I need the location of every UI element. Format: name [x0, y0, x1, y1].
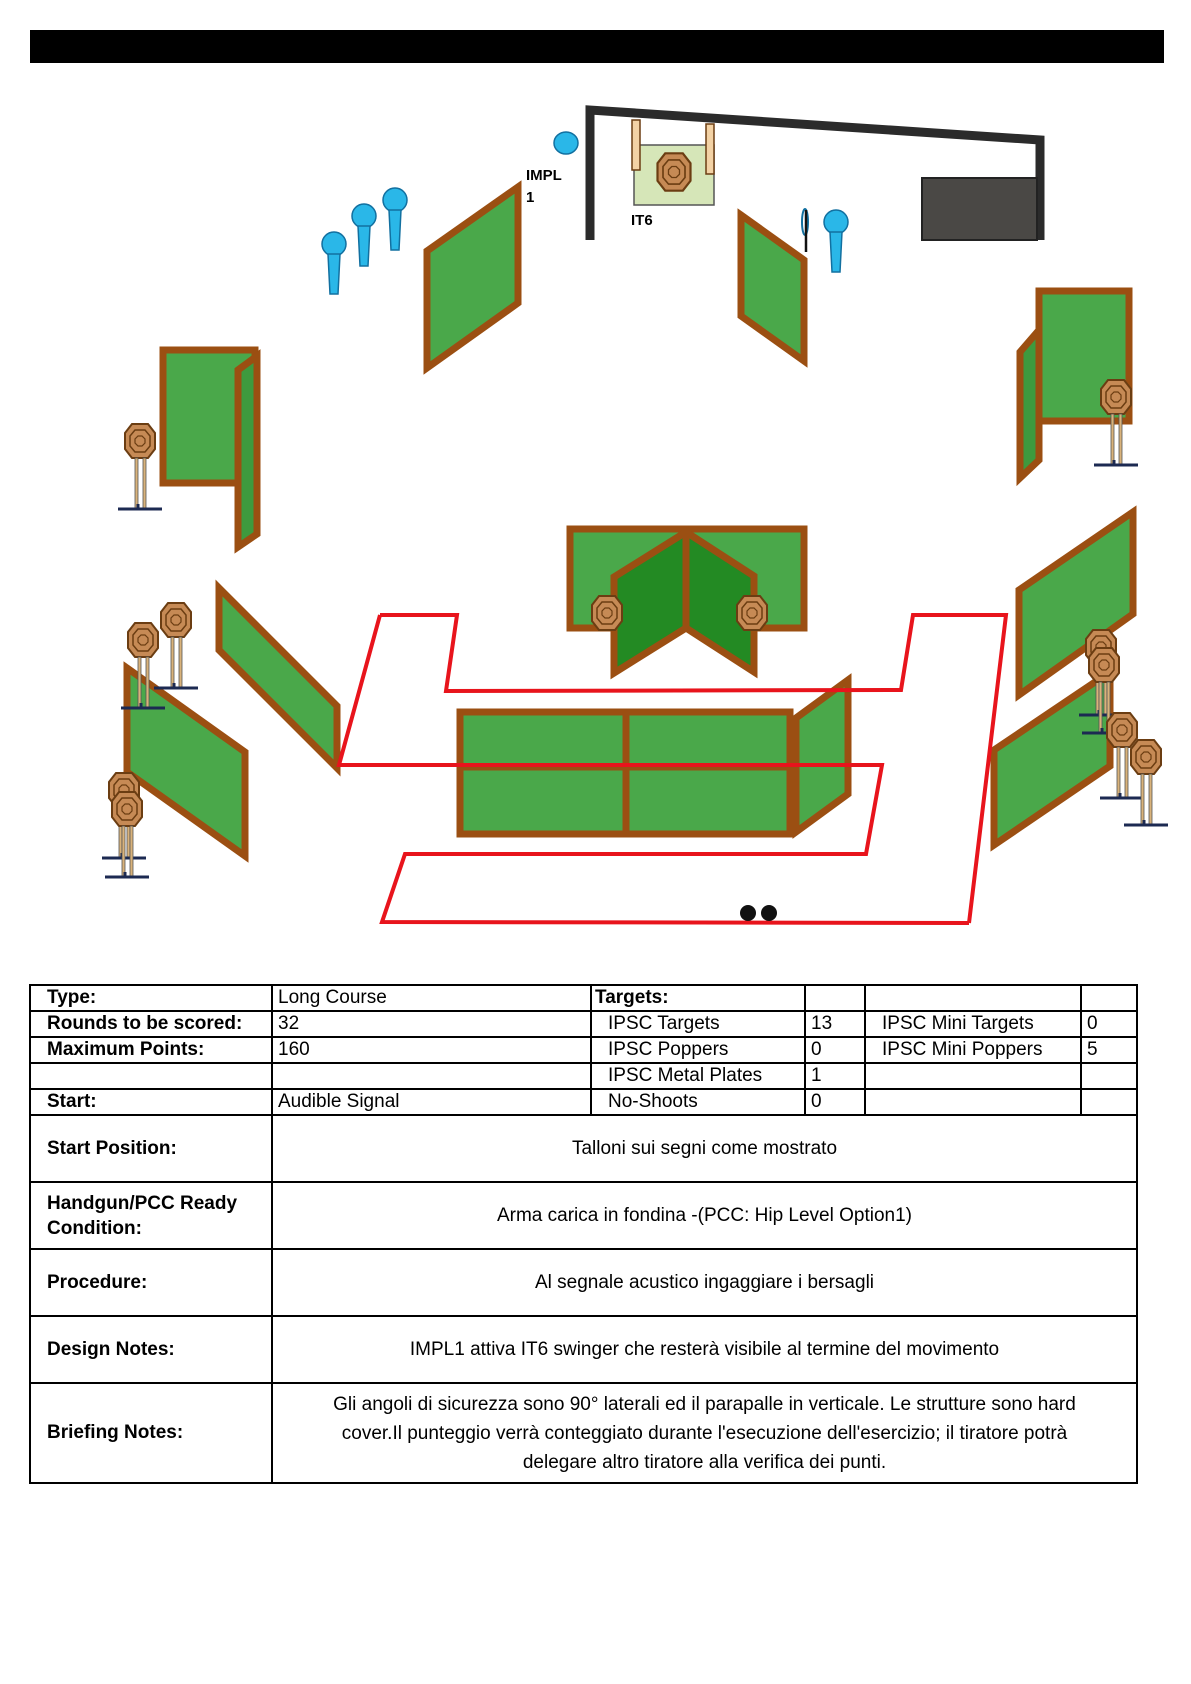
- swinger-target-it6: [632, 120, 714, 205]
- type-value: Long Course: [272, 985, 591, 1011]
- targets-label: Targets:: [591, 985, 805, 1011]
- empty-cell: [1081, 1089, 1137, 1115]
- empty-cell: [805, 985, 865, 1011]
- briefing-notes-label: Briefing Notes:: [30, 1383, 272, 1483]
- type-label: Type:: [30, 985, 272, 1011]
- design-notes-label: Design Notes:: [30, 1316, 272, 1383]
- target-count-value: 13: [805, 1011, 865, 1037]
- start-position-value: Talloni sui segni come mostrato: [272, 1115, 1137, 1182]
- impl-label: IMPL: [526, 167, 562, 184]
- mini-count-name: IPSC Mini Poppers: [865, 1037, 1081, 1063]
- ready-condition-label: Handgun/PCC Ready Condition:: [30, 1182, 272, 1249]
- design-notes-value: IMPL1 attiva IT6 swinger che resterà visibile al termine del movimento: [272, 1316, 1137, 1383]
- mini-count-value: 0: [1081, 1011, 1137, 1037]
- start-value: Audible Signal: [272, 1089, 591, 1115]
- mini-count-value: 5: [1081, 1037, 1137, 1063]
- procedure-label: Procedure:: [30, 1249, 272, 1316]
- rounds-value: 32: [272, 1011, 591, 1037]
- empty-cell: [272, 1063, 591, 1089]
- activator-impl1: [554, 132, 578, 154]
- target-count-name: No-Shoots: [591, 1089, 805, 1115]
- rounds-label: Rounds to be scored:: [30, 1011, 272, 1037]
- empty-cell: [30, 1063, 272, 1089]
- stage-briefing-table: [29, 984, 1138, 1484]
- swinger-label: IT6: [631, 212, 653, 229]
- target-count-value: 0: [805, 1089, 865, 1115]
- impl-label-number: 1: [526, 189, 535, 206]
- empty-cell: [865, 1089, 1081, 1115]
- empty-cell: [865, 985, 1081, 1011]
- walls: [127, 187, 1133, 856]
- target-count-name: IPSC Poppers: [591, 1037, 805, 1063]
- procedure-value: Al segnale acustico ingaggiare i bersagli: [272, 1249, 1137, 1316]
- briefing-notes-value: Gli angoli di sicurezza sono 90° laterali ed il parapalle in verticale. Le strutture sono hard cover.Il punteggio verrà conteggiato durante l'esecuzione dell'esercizio; il tiratore potrà delegare altro tiratore alla verifica dei punti.: [272, 1383, 1137, 1483]
- ready-condition-value: Arma carica in fondina -(PCC: Hip Level Option1): [272, 1182, 1137, 1249]
- empty-cell: [865, 1063, 1081, 1089]
- target-count-value: 0: [805, 1037, 865, 1063]
- empty-cell: [1081, 985, 1137, 1011]
- target-count-name: IPSC Metal Plates: [591, 1063, 805, 1089]
- mini-count-name: IPSC Mini Targets: [865, 1011, 1081, 1037]
- start-position-marks: [740, 905, 777, 921]
- max-points-label: Maximum Points:: [30, 1037, 272, 1063]
- start-position-label: Start Position:: [30, 1115, 272, 1182]
- target-count-value: 1: [805, 1063, 865, 1089]
- empty-cell: [1081, 1063, 1137, 1089]
- disappearing-plate: [802, 209, 808, 252]
- target-count-name: IPSC Targets: [591, 1011, 805, 1037]
- start-label: Start:: [30, 1089, 272, 1115]
- max-points-value: 160: [272, 1037, 591, 1063]
